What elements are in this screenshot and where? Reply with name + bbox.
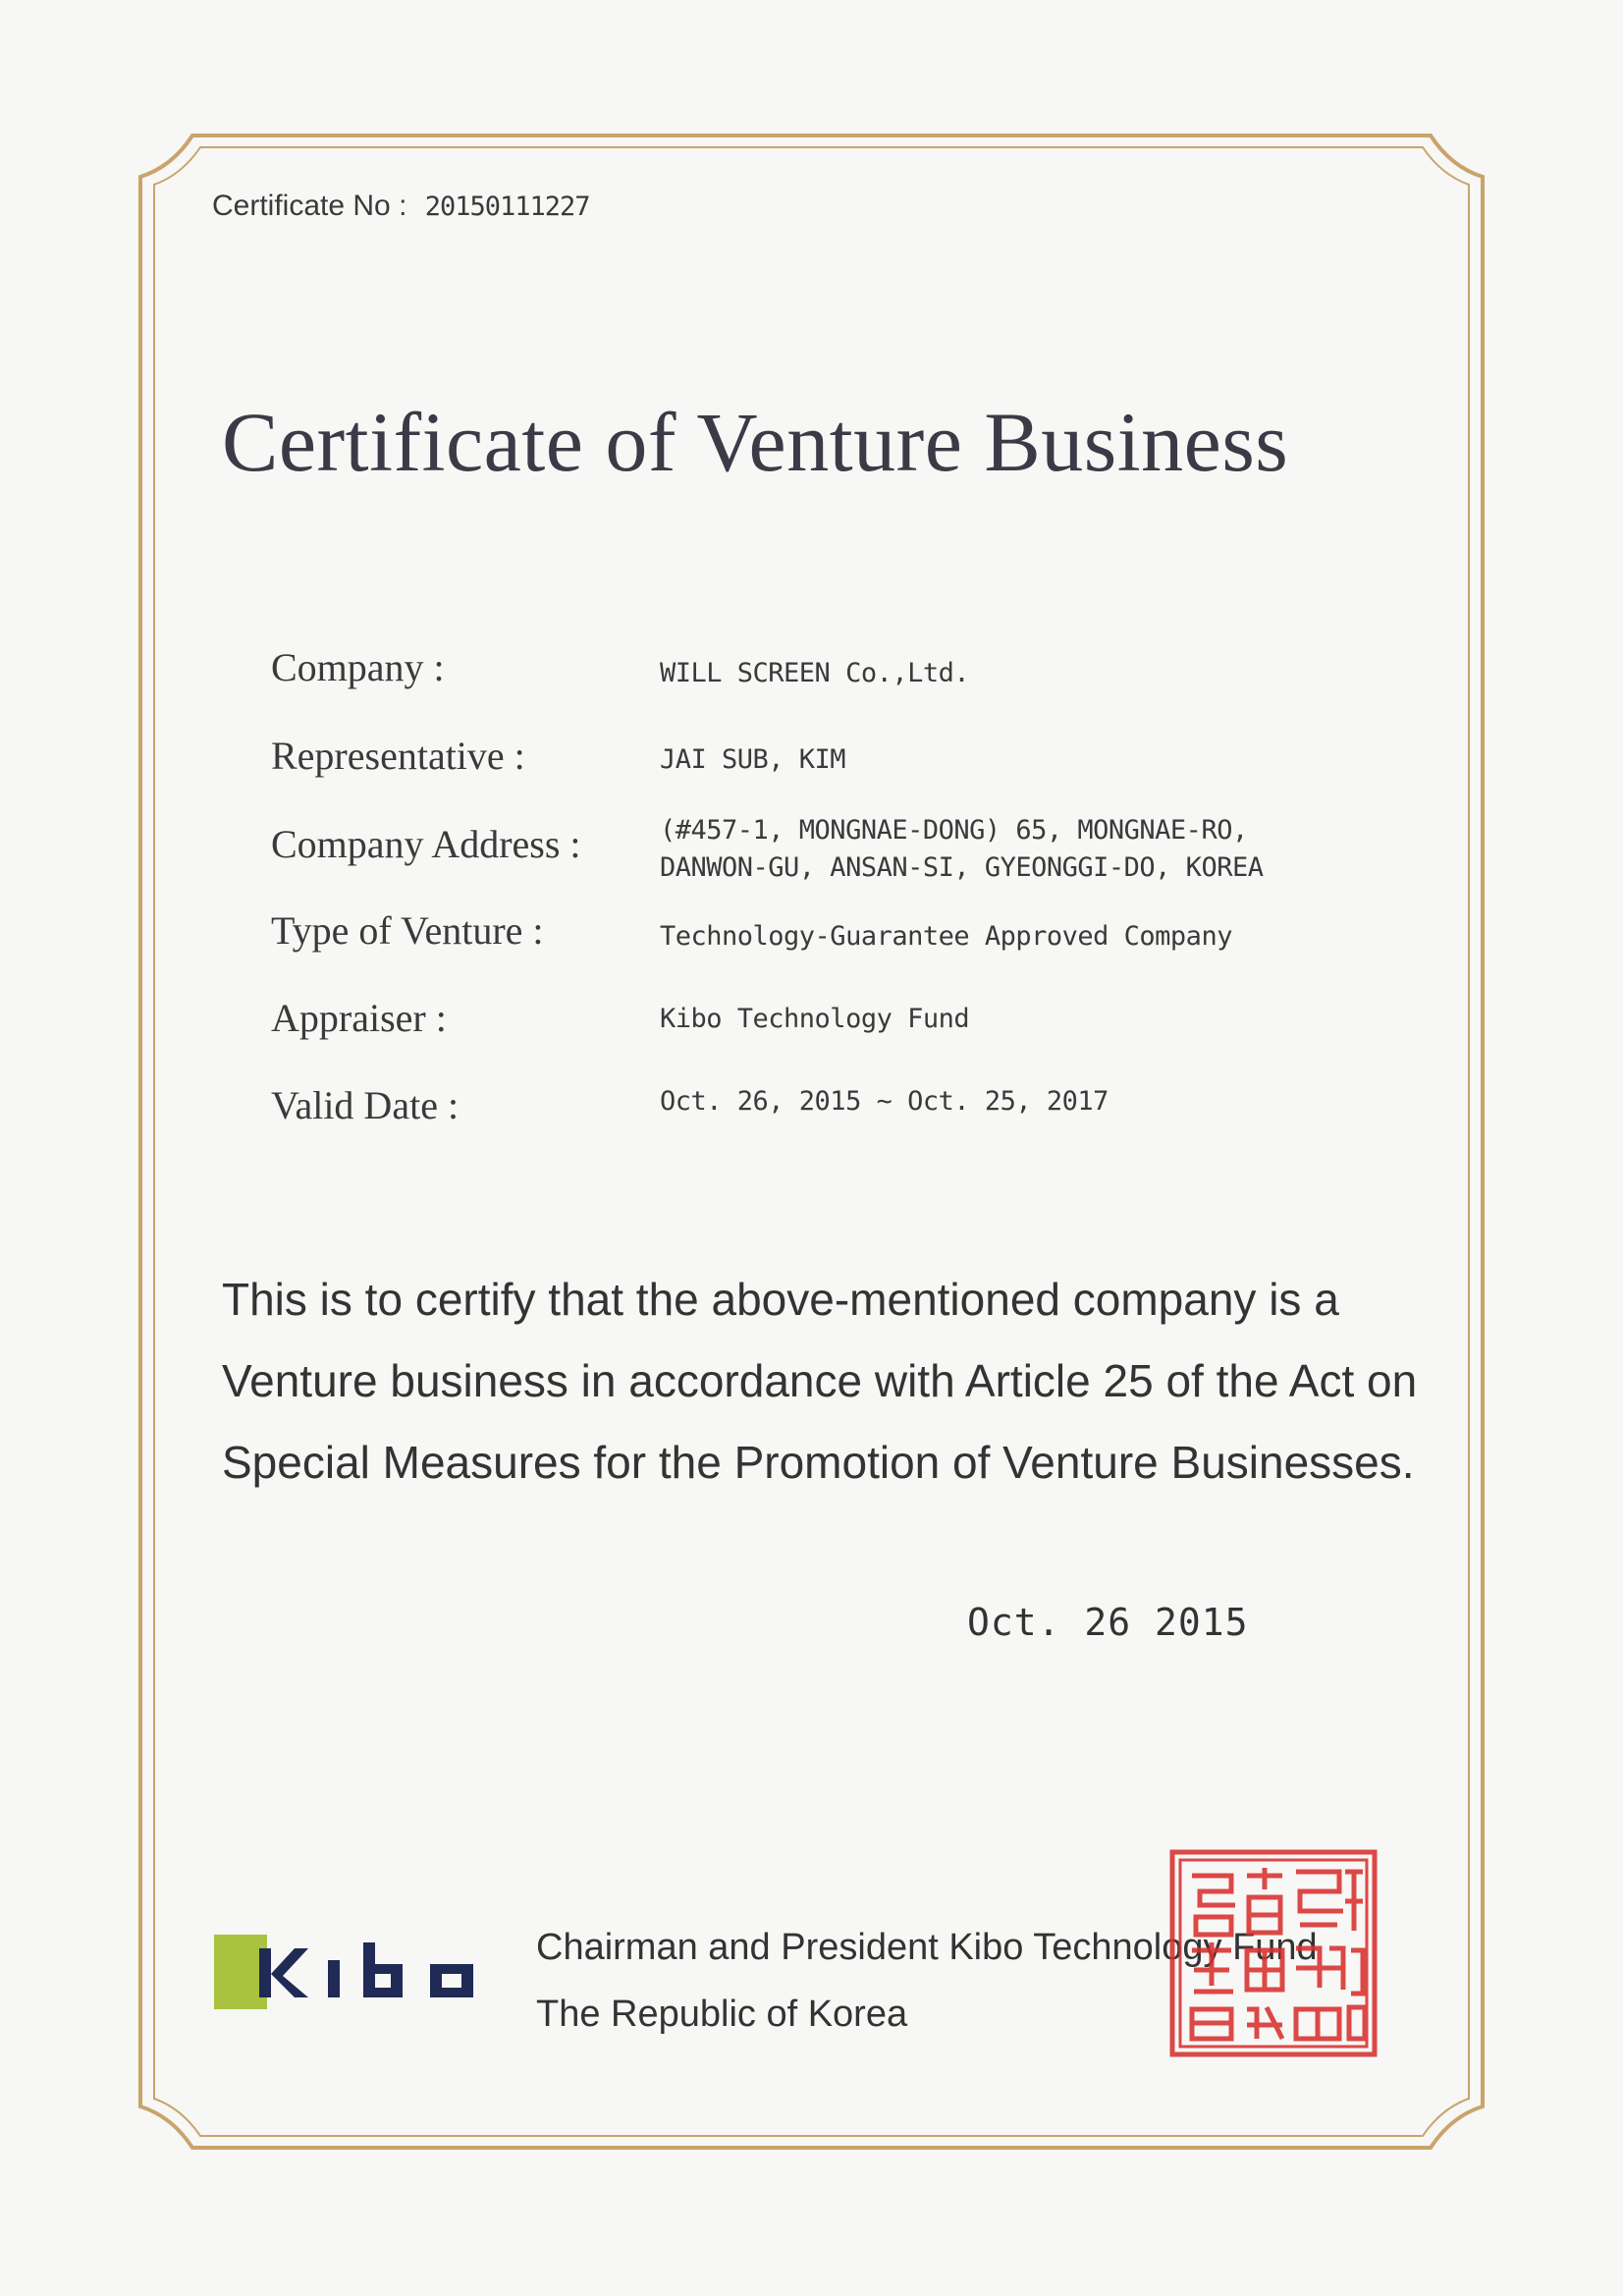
issuer-title: Chairman and President Kibo Technology Fund <box>536 1927 1318 1968</box>
address-value-line1: (#457-1, MONGNAE-DONG) 65, MONGNAE-RO, <box>660 815 1248 846</box>
valid-date-label: Valid Date : <box>271 1083 460 1127</box>
venture-type-label: Type of Venture : <box>271 908 544 953</box>
company-label: Company : <box>271 645 445 689</box>
certificate-number-value: 20150111227 <box>424 191 590 222</box>
certificate-number <box>212 190 590 223</box>
issuer-country: The Republic of Korea <box>536 1994 908 2035</box>
venture-type-value: Technology-Guarantee Approved Company <box>660 921 1232 952</box>
page-title: Certificate of Venture Business <box>222 395 1289 489</box>
certificate-number-label: Certificate No : <box>212 190 407 222</box>
appraiser-value: Kibo Technology Fund <box>660 1004 970 1034</box>
appraiser-label: Appraiser : <box>271 996 447 1040</box>
issue-date: Oct. 26 2015 <box>967 1601 1249 1644</box>
address-value-line2: DANWON-GU, ANSAN-SI, GYEONGGI-DO, KOREA <box>660 852 1264 883</box>
valid-date-value: Oct. 26, 2015 ~ Oct. 25, 2017 <box>660 1086 1109 1117</box>
address-label: Company Address : <box>271 822 581 866</box>
representative-label: Representative : <box>271 734 525 778</box>
representative-value: JAI SUB, KIM <box>660 744 846 775</box>
kibo-logo <box>214 1935 501 2009</box>
company-value: WILL SCREEN Co.,Ltd. <box>660 658 970 688</box>
official-red-seal-icon <box>1168 1848 1379 2058</box>
certification-statement: This is to certify that the above-mentioned company is a Venture business in accordance with Article 25 of the Act on Special Measures for the Promotion of Venture Businesses. <box>222 1274 1418 1488</box>
